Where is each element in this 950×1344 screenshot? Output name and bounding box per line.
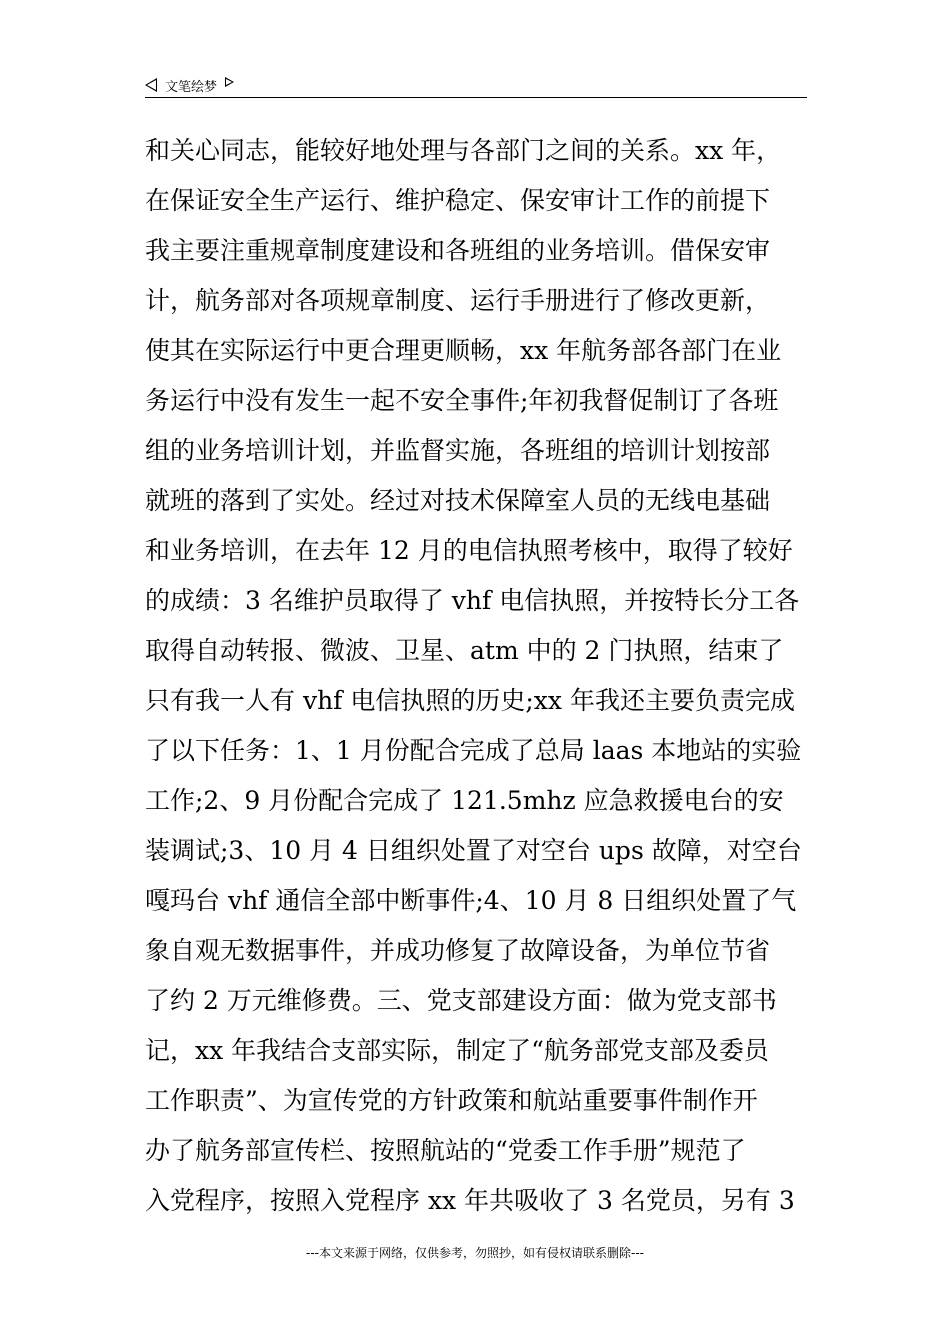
triangle-right-icon: [225, 77, 234, 87]
body-line: 取得自动转报、微波、卫星、atm 中的 2 门执照，结束了: [145, 636, 784, 665]
body-line: 务运行中没有发生一起不安全事件;年初我督促制订了各班: [145, 386, 779, 415]
body-line: 了约 2 万元维修费。三、党支部建设方面：做为党支部书: [145, 986, 777, 1015]
body-line: 计，航务部对各项规章制度、运行手册进行了修改更新，: [145, 286, 771, 315]
body-line: 工作职责”、为宣传党的方针政策和航站重要事件制作开: [145, 1086, 758, 1115]
body-line: 和关心同志，能较好地处理与各部门之间的关系。xx 年，: [145, 136, 782, 165]
body-line: 了以下任务：1、1 月份配合完成了总局 laas 本地站的实验: [145, 736, 802, 765]
body-line: 装调试;3、10 月 4 日组织处置了对空台 ups 故障，对空台: [145, 836, 802, 865]
body-line: 办了航务部宣传栏、按照航站的“党委工作手册”规范了: [145, 1136, 746, 1165]
body-line: 使其在实际运行中更合理更顺畅，xx 年航务部各部门在业: [145, 336, 782, 365]
header-title: 文笔绘梦: [165, 79, 218, 95]
body-line: 我主要注重规章制度建设和各班组的业务培训。借保安审: [145, 236, 771, 265]
body-line: 组的业务培训计划，并监督实施，各班组的培训计划按部: [145, 436, 771, 465]
body-line: 工作;2、9 月份配合完成了 121.5mhz 应急救援电台的安: [145, 786, 784, 815]
body-line: 和业务培训，在去年 12 月的电信执照考核中，取得了较好: [145, 536, 793, 565]
body-line: 入党程序，按照入党程序 xx 年共吸收了 3 名党员，另有 3: [145, 1186, 795, 1215]
body-line: 嘎玛台 vhf 通信全部中断事件;4、10 月 8 日组织处置了气: [145, 886, 797, 915]
header-divider: [145, 97, 807, 98]
document-header: [145, 74, 807, 96]
body-line: 就班的落到了实处。经过对技术保障室人员的无线电基础: [145, 486, 771, 515]
body-line: 记，xx 年我结合支部实际，制定了“航务部党支部及委员: [145, 1036, 769, 1065]
disclaimer-footer: ---本文来源于网络，仅供参考，勿照抄，如有侵权请联系删除---: [306, 1246, 644, 1260]
body-line: 在保证安全生产运行、维护稳定、保安审计工作的前提下: [145, 186, 771, 215]
document-body: [145, 126, 807, 1226]
body-line: 的成绩：3 名维护员取得了 vhf 电信执照，并按特长分工各: [145, 586, 800, 615]
body-line: 只有我一人有 vhf 电信执照的历史;xx 年我还主要负责完成: [145, 686, 795, 715]
triangle-left-icon: [145, 78, 157, 92]
body-line: 象自观无数据事件，并成功修复了故障设备，为单位节省: [145, 936, 771, 965]
